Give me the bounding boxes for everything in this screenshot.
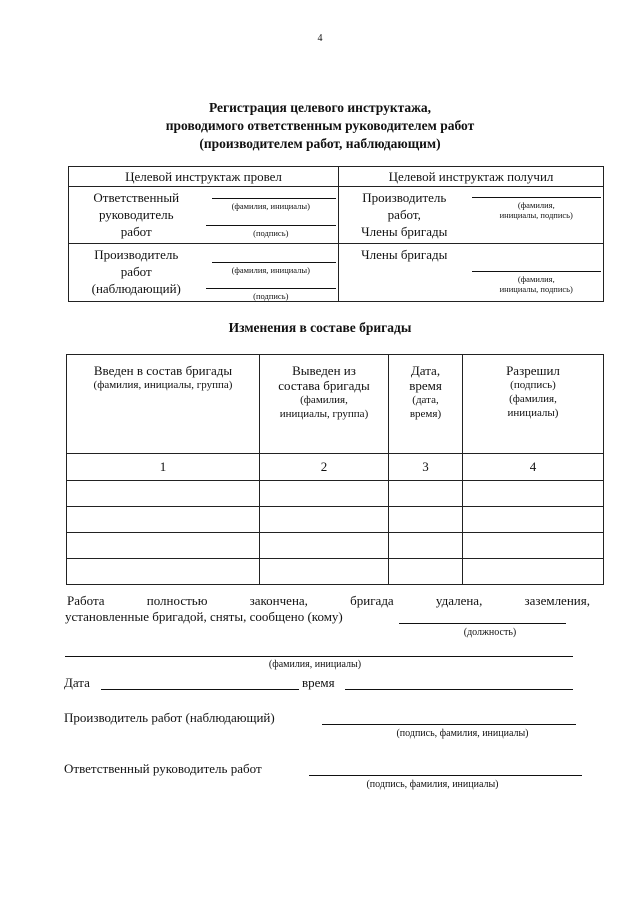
table-cell[interactable] bbox=[260, 533, 389, 559]
row1-received-signature-cell[interactable] bbox=[470, 187, 604, 244]
table-cell[interactable] bbox=[260, 481, 389, 507]
signature-line bbox=[472, 197, 602, 198]
table-row bbox=[67, 533, 604, 559]
column-number: 3 bbox=[389, 454, 463, 481]
row2-received-label: Члены бригады bbox=[339, 244, 470, 302]
header-briefing-received: Целевой инструктаж получил bbox=[339, 167, 604, 187]
foreman-signature-field[interactable] bbox=[322, 724, 576, 725]
manager-signature-field[interactable] bbox=[309, 775, 582, 776]
briefing-table bbox=[68, 166, 604, 302]
changes-table bbox=[66, 354, 604, 585]
signature-line bbox=[212, 262, 337, 263]
manager-caption: (подпись, фамилия, инициалы) bbox=[366, 779, 499, 790]
row2-given-label: Производитель работ (наблюдающий) bbox=[69, 244, 204, 302]
foreman-caption: (подпись, фамилия, инициалы) bbox=[396, 728, 529, 739]
completion-line-2: установленные бригадой, сняты, сообщено (кому) bbox=[65, 609, 343, 624]
table-cell[interactable] bbox=[67, 533, 260, 559]
table-cell[interactable] bbox=[389, 507, 463, 533]
header-briefing-given: Целевой инструктаж провел bbox=[69, 167, 339, 187]
caption-signature: (подпись) bbox=[253, 291, 289, 301]
caption-name-signature: (фамилия, инициалы, подпись) bbox=[499, 274, 573, 294]
completion-line-1: Работа полностью закончена, бригада удалена, заземления, bbox=[67, 593, 590, 608]
table-cell[interactable] bbox=[463, 533, 604, 559]
title-line-1: Регистрация целевого инструктажа, bbox=[208, 100, 432, 115]
table-cell[interactable] bbox=[389, 533, 463, 559]
caption-name: (фамилия, инициалы) bbox=[231, 201, 310, 211]
title-line-2: проводимого ответственным руководителем работ bbox=[165, 118, 475, 133]
signature-line bbox=[212, 198, 337, 199]
date-field[interactable] bbox=[101, 689, 299, 690]
table-row bbox=[67, 507, 604, 533]
page-title bbox=[0, 99, 640, 153]
column-header-removed: Выведен из состава бригады (фамилия, инициалы, группа) bbox=[260, 355, 389, 454]
foreman-label: Производитель работ (наблюдающий) bbox=[64, 710, 275, 725]
table-cell[interactable] bbox=[67, 481, 260, 507]
table-row bbox=[67, 559, 604, 585]
row1-given-signature-cell[interactable] bbox=[204, 187, 339, 244]
caption-name: (фамилия, инициалы) bbox=[268, 659, 362, 670]
signature-line bbox=[472, 271, 602, 272]
table-cell[interactable] bbox=[67, 559, 260, 585]
reported-to-name-field[interactable] bbox=[65, 656, 573, 657]
row2-received-signature-cell[interactable] bbox=[470, 244, 604, 302]
column-header-datetime: Дата, время (дата, время) bbox=[389, 355, 463, 454]
caption-position: (должность) bbox=[463, 627, 517, 638]
table-cell[interactable] bbox=[463, 559, 604, 585]
time-field[interactable] bbox=[345, 689, 573, 690]
signature-line bbox=[206, 288, 337, 289]
manager-label: Ответственный руководитель работ bbox=[64, 761, 262, 776]
row2-given-signature-cell[interactable] bbox=[204, 244, 339, 302]
column-number: 2 bbox=[260, 454, 389, 481]
column-header-permitted: Разрешил (подпись) (фамилия, инициалы) bbox=[463, 355, 604, 454]
title-line-3: (производителем работ, наблюдающим) bbox=[199, 136, 441, 151]
reported-to-field[interactable] bbox=[399, 623, 566, 624]
table-cell[interactable] bbox=[463, 481, 604, 507]
column-number: 4 bbox=[463, 454, 604, 481]
changes-title: Изменения в составе бригады bbox=[228, 320, 412, 335]
table-cell[interactable] bbox=[67, 507, 260, 533]
signature-line bbox=[206, 225, 337, 226]
table-cell[interactable] bbox=[260, 559, 389, 585]
column-header-added: Введен в состав бригады (фамилия, инициалы, группа) bbox=[67, 355, 260, 454]
caption-signature: (подпись) bbox=[253, 228, 289, 238]
page-number: 4 bbox=[317, 33, 323, 44]
time-label: время bbox=[302, 675, 335, 690]
row1-received-label: Производитель работ, Члены бригады bbox=[339, 187, 470, 244]
date-label: Дата bbox=[64, 675, 90, 690]
table-cell[interactable] bbox=[389, 559, 463, 585]
column-number: 1 bbox=[67, 454, 260, 481]
table-cell[interactable] bbox=[389, 481, 463, 507]
table-row bbox=[67, 481, 604, 507]
table-cell[interactable] bbox=[463, 507, 604, 533]
table-cell[interactable] bbox=[260, 507, 389, 533]
row1-given-label: Ответственный руководитель работ bbox=[69, 187, 204, 244]
caption-name: (фамилия, инициалы) bbox=[231, 265, 310, 275]
caption-name-signature: (фамилия, инициалы, подпись) bbox=[499, 200, 573, 220]
